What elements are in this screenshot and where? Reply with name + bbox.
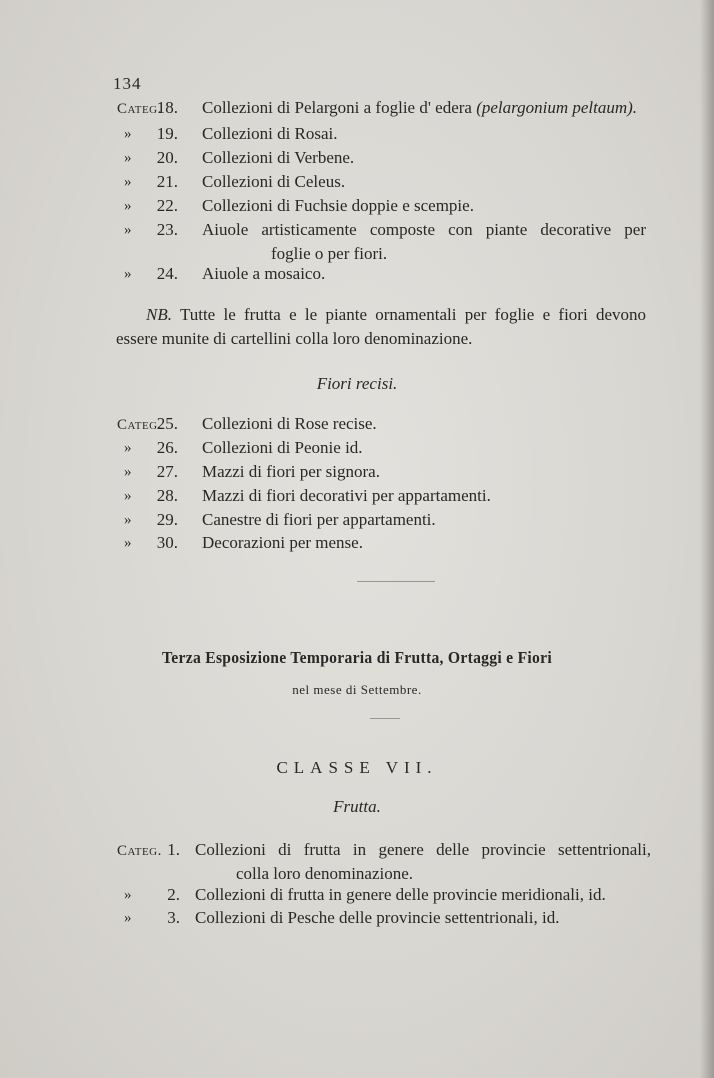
- note-line-1: Tutte le frutta e le piante ornamentali per foglie e fiori devono: [171, 305, 646, 324]
- list-item: [0, 220, 714, 266]
- category-text: Collezioni di Rose recise.: [202, 414, 377, 433]
- category-number: 23.: [156, 220, 178, 239]
- list-item: [0, 414, 714, 434]
- list-item: [0, 124, 714, 144]
- category-text: Collezioni di Pesche delle provincie settentrionali, id.: [195, 908, 560, 927]
- category-text: Collezioni di Fuchsie doppie e scempie.: [202, 196, 474, 215]
- ditto-mark: »: [124, 126, 132, 142]
- ditto-mark: »: [124, 512, 132, 528]
- list-item: [0, 98, 714, 118]
- category-text: Collezioni di Rosai.: [202, 124, 338, 143]
- category-text-italic: (pelargonium peltaum).: [476, 98, 638, 117]
- category-text-continuation: foglie o per fiori.: [271, 244, 388, 263]
- list-item: [0, 438, 714, 458]
- category-number: 22.: [156, 196, 178, 215]
- ditto-mark: »: [124, 488, 132, 504]
- list-item: [0, 486, 714, 506]
- list-item: [0, 172, 714, 192]
- category-text: Collezioni di Celeus.: [202, 172, 346, 191]
- category-number: 24.: [156, 264, 178, 283]
- category-number: 19.: [156, 124, 178, 143]
- note-paragraph: [116, 303, 646, 351]
- list-item: [0, 148, 714, 168]
- category-text: Decorazioni per mense.: [202, 533, 363, 552]
- category-number: 1.: [167, 840, 180, 859]
- category-text: Aiuole a mosaico.: [202, 264, 326, 283]
- category-number: 29.: [156, 510, 178, 529]
- ditto-mark: »: [124, 198, 132, 214]
- list-item: [0, 510, 714, 530]
- category-text: Collezioni di Pelargoni a foglie d' edera (pelargonium peltaum).: [202, 98, 638, 117]
- category-text: Mazzi di fiori per signora.: [202, 462, 380, 481]
- class-heading: CLASSE VII.: [276, 758, 438, 777]
- divider-rule-short: [370, 718, 400, 719]
- note-prefix: NB.: [146, 305, 172, 324]
- category-number: 2.: [167, 885, 180, 904]
- category-number: 30.: [156, 533, 178, 552]
- category-number: 21.: [156, 172, 178, 191]
- divider-rule: [357, 581, 435, 582]
- ditto-mark: »: [124, 440, 132, 456]
- category-text-continuation: colla loro denominazione.: [236, 864, 414, 883]
- category-text: Collezioni di frutta in genere delle provincie meridionali, id.: [195, 885, 606, 904]
- category-number: 25.: [156, 414, 178, 433]
- category-number: 18.: [156, 98, 178, 117]
- category-label: Categ.: [117, 101, 162, 117]
- ditto-mark: »: [124, 535, 132, 551]
- category-text: Canestre di fiori per appartamenti.: [202, 510, 436, 529]
- ditto-mark: »: [124, 887, 132, 903]
- category-text: Collezioni di Peonie id.: [202, 438, 363, 457]
- list-item: [0, 462, 714, 482]
- exhibition-title: Terza Esposizione Temporaria di Frutta, Ortaggi e Fiori: [162, 648, 552, 667]
- category-text: Mazzi di fiori decorativi per appartamenti.: [202, 486, 491, 505]
- category-number: 20.: [156, 148, 178, 167]
- category-number: 28.: [156, 486, 178, 505]
- category-text: Collezioni di frutta in genere delle provincie settentrionali,: [195, 840, 651, 859]
- category-text: Aiuole artisticamente composte con piante decorative per: [202, 220, 646, 239]
- ditto-mark: »: [124, 910, 132, 926]
- category-text: Collezioni di Verbene.: [202, 148, 355, 167]
- ditto-mark: »: [124, 464, 132, 480]
- category-number: 27.: [156, 462, 178, 481]
- category-number: 26.: [156, 438, 178, 457]
- exhibition-subtitle: nel mese di Settembre.: [292, 682, 422, 697]
- list-item: [0, 196, 714, 216]
- category-number: 3.: [167, 908, 180, 927]
- list-item: [0, 908, 714, 928]
- category-label: Categ.: [117, 417, 162, 433]
- section-heading: Frutta.: [333, 797, 381, 816]
- list-item: [0, 840, 714, 886]
- list-item: [0, 885, 714, 905]
- ditto-mark: »: [124, 174, 132, 190]
- list-item: [0, 533, 714, 553]
- note-line-2: essere munite di cartellini colla loro denominazione.: [116, 329, 473, 348]
- section-heading: Fiori recisi.: [316, 374, 398, 393]
- ditto-mark: »: [124, 266, 132, 282]
- list-item: [0, 264, 714, 284]
- page-number: 134: [113, 74, 142, 93]
- ditto-mark: »: [124, 150, 132, 166]
- category-label: Categ.: [117, 843, 162, 859]
- ditto-mark: »: [124, 222, 132, 238]
